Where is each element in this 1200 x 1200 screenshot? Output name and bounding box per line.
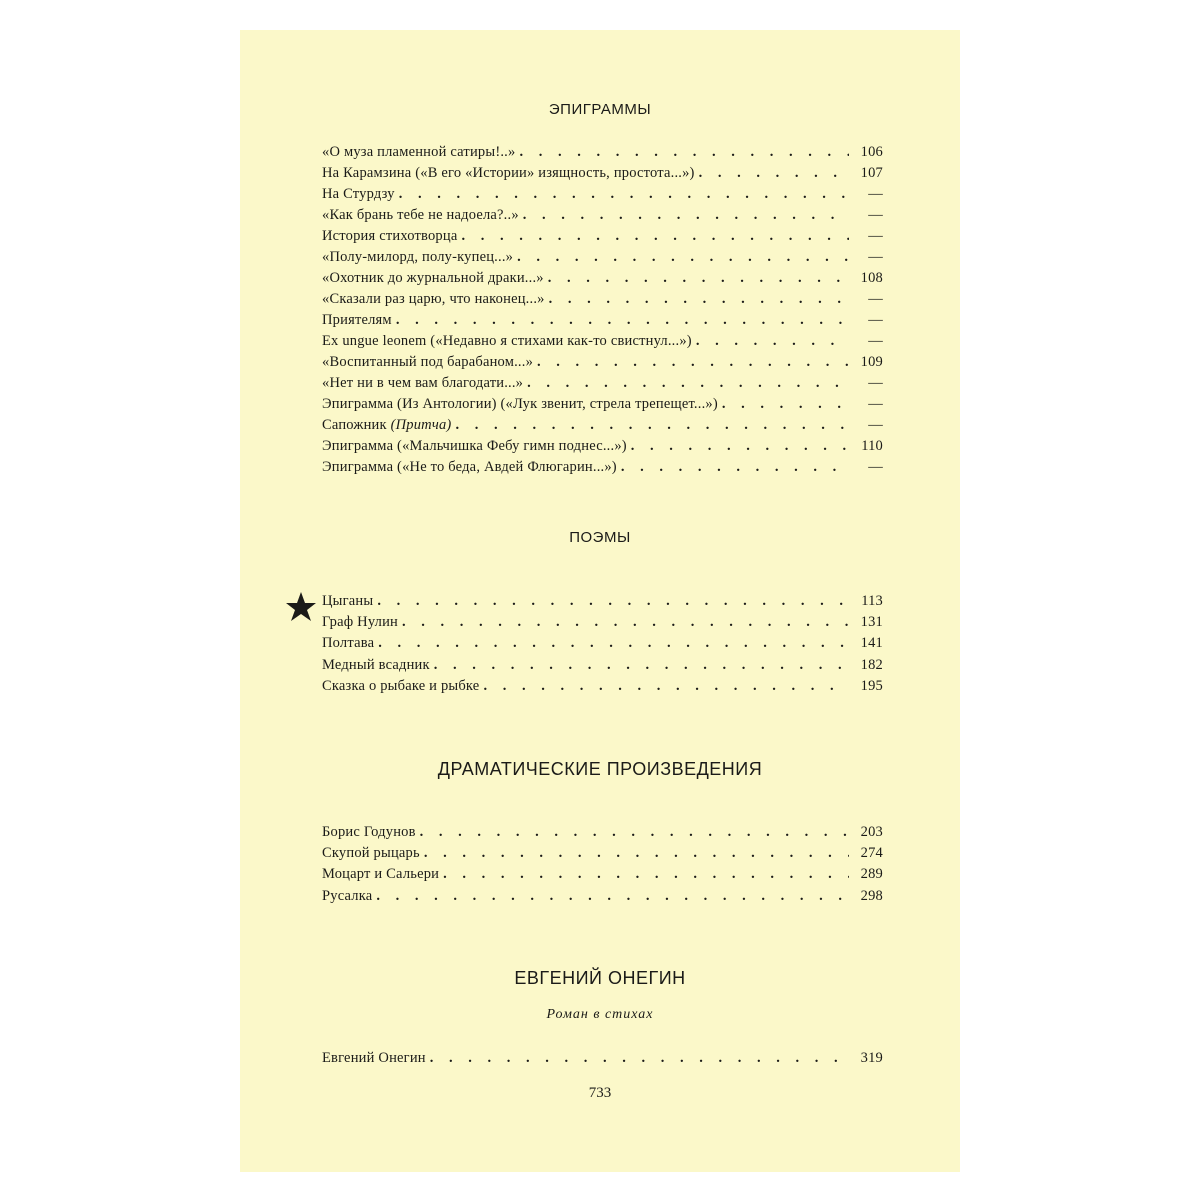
dot-leader: [377, 591, 849, 612]
toc-entry: [322, 184, 883, 205]
entry-title: Сказка о рыбаке и рыбке: [322, 677, 480, 694]
dot-leader: [722, 394, 849, 415]
entry-page: 107: [860, 165, 883, 181]
entry-title: «Сказали раз царю, что наконец...»: [322, 291, 545, 307]
page-number: 733: [588, 1085, 612, 1101]
dot-leader: [430, 1048, 849, 1069]
entry-title: Скупой рыцарь: [322, 845, 420, 862]
section-title-onegin: ЕВГЕНИЙ ОНЕГИН: [514, 968, 686, 988]
entry-title: Борис Годунов: [322, 824, 416, 840]
toc-entry: [322, 1048, 883, 1069]
dot-leader: [523, 205, 849, 226]
toc-list-drama: [322, 822, 883, 907]
entry-title: Моцарт и Сальери: [322, 866, 440, 883]
toc-entry: [322, 886, 883, 907]
dot-leader: [424, 843, 849, 864]
dot-leader: [402, 612, 849, 633]
toc-list-onegin: [322, 1048, 883, 1069]
toc-entry: [322, 268, 883, 289]
entry-page: 203: [860, 824, 883, 840]
entry-page: —: [868, 249, 883, 265]
entry-page: —: [868, 312, 883, 328]
entry-title: Эпиграмма («Мальчишка Фебу гимн поднес...»): [322, 438, 627, 454]
entry-page: 131: [860, 614, 883, 631]
dot-leader: [549, 289, 849, 310]
dot-leader: [537, 352, 849, 373]
toc-entry: [322, 352, 883, 373]
dot-leader: [396, 310, 849, 331]
toc-entry: [322, 655, 883, 676]
entry-title: «Охотник до журнальной драки...»: [322, 270, 544, 286]
dot-leader: [517, 247, 849, 268]
dot-leader: [420, 822, 849, 843]
toc-entry: [322, 205, 883, 226]
entry-title: «Как брань тебе не надоела?..»: [322, 207, 519, 223]
dot-leader: [461, 226, 849, 247]
toc-entry: [322, 633, 883, 654]
entry-page: —: [868, 207, 883, 223]
entry-page: 113: [861, 593, 883, 609]
entry-page: 141: [860, 635, 883, 652]
entry-title: «Воспитанный под барабаном...»: [322, 354, 534, 370]
entry-page: 109: [860, 354, 883, 370]
entry-page: —: [868, 459, 883, 475]
entry-title: Эпиграмма (Из Антологии) («Лук звенит, стрела трепещет...»): [322, 396, 718, 412]
entry-title: Ex ungue leonem («Недавно я стихами как-то свистнул...»): [322, 333, 692, 349]
toc-entry: [322, 591, 883, 612]
dot-leader: [399, 184, 849, 205]
dot-leader: [376, 886, 849, 907]
entry-page: —: [868, 396, 883, 412]
toc-entry: [322, 394, 883, 415]
entry-title: Граф Нулин: [322, 614, 399, 631]
toc-entry: [322, 373, 883, 394]
entry-title: Цыганы: [322, 593, 374, 609]
entry-title: «Нет ни в чем вам благодати...»: [322, 375, 524, 391]
entry-title: Медный всадник: [322, 656, 430, 673]
entry-page: 289: [860, 866, 883, 883]
dot-leader: [434, 655, 849, 676]
toc-entry: [322, 864, 883, 885]
toc-entry: [322, 822, 883, 843]
entry-page: —: [868, 291, 883, 307]
entry-title: Полтава: [322, 635, 375, 652]
entry-page: —: [868, 186, 883, 202]
entry-page: 274: [860, 845, 883, 862]
section-title-epigrams: ЭПИГРАММЫ: [548, 101, 652, 118]
dot-leader: [378, 633, 849, 654]
toc-entry: [322, 612, 883, 633]
toc-entry: [322, 457, 883, 478]
entry-page: 319: [860, 1050, 883, 1066]
dot-leader: [519, 142, 849, 163]
entry-title: «Полу-милорд, полу-купец...»: [322, 249, 514, 265]
entry-title: «О муза пламенной сатиры!..»: [322, 144, 516, 160]
toc-entry: [322, 843, 883, 864]
entry-page: —: [868, 228, 883, 244]
dot-leader: [443, 864, 849, 885]
toc-entry: [322, 163, 883, 184]
entry-title: Евгений Онегин: [322, 1050, 426, 1066]
section-title-poems: ПОЭМЫ: [569, 529, 631, 546]
toc-entry: [322, 247, 883, 268]
toc-entry: [322, 142, 883, 163]
section-subtitle-onegin: Роман в стихах: [546, 1007, 654, 1022]
book-page: [240, 30, 960, 1172]
entry-title-text: Сапожник: [322, 417, 387, 433]
dot-leader: [483, 676, 849, 697]
entry-title: На Стурдзу: [322, 186, 395, 202]
toc-list-poems: [322, 591, 883, 697]
toc-entry: [322, 310, 883, 331]
entry-page: —: [868, 375, 883, 391]
entry-title: На Карамзина («В его «Истории» изящность, простота...»): [322, 165, 695, 181]
dot-leader: [455, 415, 849, 436]
toc-list-epigrams: [322, 142, 883, 478]
dot-leader: [527, 373, 849, 394]
dot-leader: [548, 268, 849, 289]
toc-entry: [322, 226, 883, 247]
entry-page: —: [868, 417, 883, 433]
entry-title-italic: (Притча): [390, 417, 452, 433]
toc-entry: [322, 415, 883, 436]
entry-page: 298: [860, 887, 883, 904]
entry-page: 182: [860, 656, 883, 673]
entry-title: Приятелям: [322, 312, 392, 328]
entry-page: 108: [860, 270, 883, 286]
entry-page: 106: [860, 144, 883, 160]
dot-leader: [696, 331, 849, 352]
dot-leader: [621, 457, 849, 478]
entry-title: Эпиграмма («Не то беда, Авдей Флюгарин...»): [322, 459, 617, 475]
entry-page: —: [868, 333, 883, 349]
entry-page: 110: [861, 438, 883, 454]
section-title-drama: ДРАМАТИЧЕСКИЕ ПРОИЗВЕДЕНИЯ: [437, 759, 763, 779]
toc-entry: [322, 676, 883, 697]
dot-leader: [699, 163, 849, 184]
toc-entry: [322, 436, 883, 457]
dot-leader: [631, 436, 849, 457]
toc-entry: [322, 289, 883, 310]
entry-title: История стихотворца: [322, 228, 458, 244]
toc-entry: [322, 331, 883, 352]
entry-page: 195: [860, 677, 883, 694]
entry-title: Русалка: [322, 887, 373, 904]
star-icon: [285, 591, 317, 623]
entry-title: [322, 415, 451, 436]
